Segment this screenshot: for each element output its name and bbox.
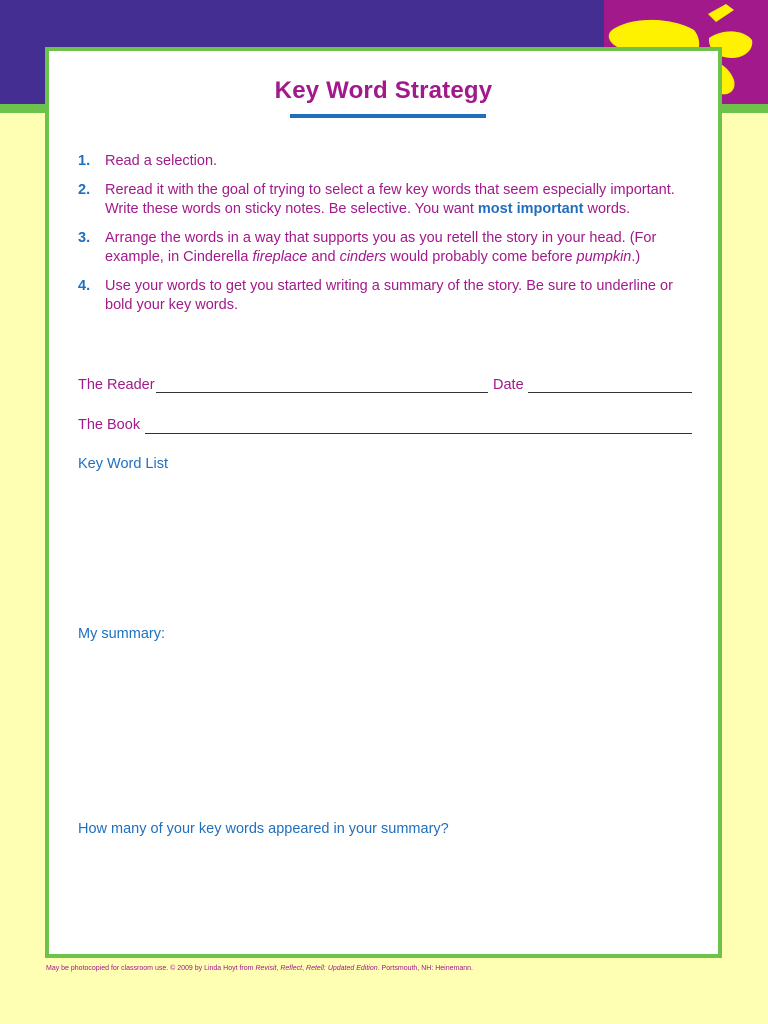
text-run: fireplace [252,249,308,265]
title-underline [290,114,486,118]
date-line[interactable] [528,392,692,393]
step-item [78,152,698,172]
step-number: 1. [78,153,91,169]
footer-prefix: May be photocopied for classroom use. © 2009 by Linda Hoyt from [46,965,256,972]
text-run: words. [583,201,631,217]
step-text [105,277,698,316]
text-run: would probably come before [386,249,577,265]
worksheet-card [45,47,722,958]
step-number: 3. [78,229,91,246]
text-run: Reread it with the goal of trying to select a few key words that seem especially important. Write these words on sticky notes. Be selective. You want [105,181,675,217]
text-run: Revisit [255,965,277,972]
text-run: Read a selection. [105,153,218,169]
text-run: pumpkin [576,249,632,265]
text-run: Reflect [280,965,303,972]
text-run: Retell: Updated Edition [306,965,378,972]
footer-credit [46,965,473,972]
question-text: How many of your key words appeared in your summary? [78,821,449,837]
date-label: Date [493,377,524,393]
text-run: cinders [339,249,387,265]
text-run: and [307,249,340,265]
step-text [105,181,698,220]
text-run: .) [631,249,641,265]
reader-line[interactable] [156,392,488,393]
text-run: most important [477,201,584,217]
text-run: , [302,965,307,972]
step-item [78,277,698,316]
step-text [105,229,698,268]
step-number: 2. [78,181,91,198]
text-run: Use your words to get you started writing a summary of the story. Be sure to underline or bold your key words. [105,277,673,313]
text-run: Arrange the words in a way that supports you as you retell the story in your head. (For example, in Cinderella [105,229,657,265]
book-label: The Book [78,417,141,433]
book-line[interactable] [145,433,692,434]
step-item [78,181,698,220]
steps-list [78,152,698,325]
key-word-list-heading: Key Word List [78,456,168,472]
my-summary-heading: My summary: [78,626,165,642]
page-title: Key Word Strategy [274,77,493,104]
step-item [78,229,698,268]
text-run: , [276,965,281,972]
step-number: 4. [78,277,91,294]
reader-label: The Reader [78,377,155,393]
footer-suffix: . Portsmouth, NH: Heinemann. [377,965,473,972]
step-text [105,152,698,172]
